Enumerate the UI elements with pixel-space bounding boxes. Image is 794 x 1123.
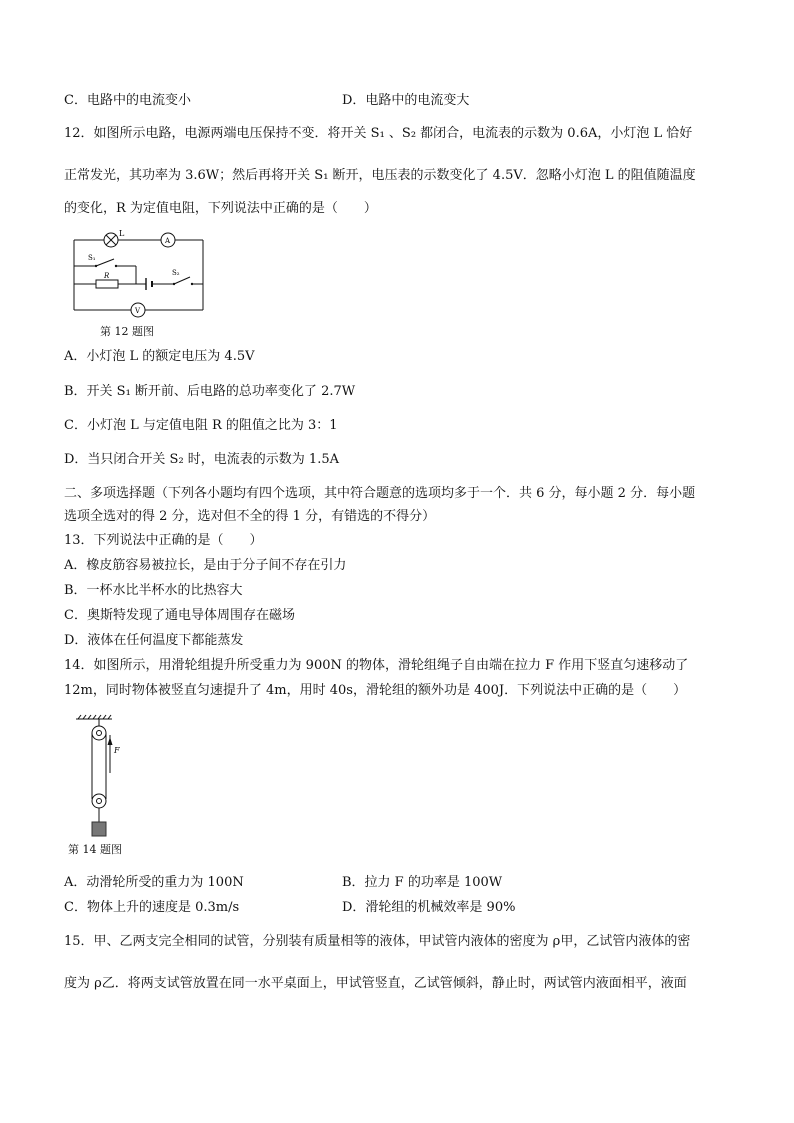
weight-block bbox=[92, 822, 106, 836]
q12-option-c: C．小灯泡 L 与定值电阻 R 的阻值之比为 3：1 bbox=[64, 418, 338, 433]
resistor-label: R bbox=[104, 272, 110, 280]
q14-stem-line1: 14．如图所示，用滑轮组提升所受重力为 900N 的物体，滑轮组绳子自由端在拉力 F 作用下竖直匀速移动了 bbox=[64, 658, 689, 673]
resistor-symbol bbox=[96, 280, 118, 288]
section2-header-line2: 选项全选对的得 2 分，选对但不全的得 1 分，有错选的不得分） bbox=[64, 509, 436, 524]
q11-option-d: D．电路中的电流变大 bbox=[342, 93, 470, 108]
ammeter-label: A bbox=[165, 237, 171, 245]
voltmeter-label: V bbox=[135, 307, 141, 315]
q14-figure-caption: 第 14 题图 bbox=[68, 843, 122, 856]
q12-stem-line3: 的变化，R 为定值电阻，下列说法中正确的是（ ） bbox=[64, 201, 377, 216]
switch1-label: S₁ bbox=[88, 254, 96, 262]
q14-pulley-diagram bbox=[72, 713, 132, 839]
q14-stem-line2: 12m，同时物体被竖直匀速提升了 4m，用时 40s，滑轮组的额外功是 400J．下列说法中正确的是（ ） bbox=[64, 683, 687, 698]
lamp-label: L bbox=[119, 229, 125, 238]
force-label: F bbox=[114, 746, 120, 755]
q13-option-b: B．一杯水比半杯水的比热容大 bbox=[64, 583, 243, 598]
q14-option-a: A．动滑轮所受的重力为 100N bbox=[64, 875, 244, 890]
q12-option-d: D．当只闭合开关 S₂ 时，电流表的示数为 1.5A bbox=[64, 452, 339, 467]
q14-option-d: D．滑轮组的机械效率是 90% bbox=[342, 900, 516, 915]
q15-stem-line2: 度为 ρ乙．将两支试管放置在同一水平桌面上，甲试管竖直，乙试管倾斜，静止时，两试管内液面相平，液面 bbox=[64, 976, 687, 991]
q14-option-b: B．拉力 F 的功率是 100W bbox=[342, 875, 503, 890]
q12-option-a: A．小灯泡 L 的额定电压为 4.5V bbox=[64, 349, 255, 364]
q12-figure-caption: 第 12 题图 bbox=[100, 325, 154, 338]
q15-stem-line1: 15．甲、乙两支完全相同的试管，分别装有质量相等的液体，甲试管内液体的密度为 ρ甲，乙试管内液体的密 bbox=[64, 934, 691, 949]
q13-option-c: C．奥斯特发现了通电导体周围存在磁场 bbox=[64, 608, 295, 623]
q14-option-c: C．物体上升的速度是 0.3m/s bbox=[64, 900, 240, 915]
q13-option-a: A．橡皮筋容易被拉长，是由于分子间不存在引力 bbox=[64, 558, 347, 573]
q11-option-c: C．电路中的电流变小 bbox=[64, 93, 191, 108]
section2-header-line1: 二、多项选择题（下列各小题均有四个选项，其中符合题意的选项均多于一个．共 6 分，每小题 2 分．每小题 bbox=[64, 486, 696, 501]
q12-stem-line1: 12．如图所示电路，电源两端电压保持不变．将开关 S₁ 、S₂ 都闭合，电流表的示数为 0.6A，小灯泡 L 恰好 bbox=[64, 126, 693, 141]
q13-option-d: D．液体在任何温度下都能蒸发 bbox=[64, 633, 244, 648]
q12-stem-line2: 正常发光，其功率为 3.6W；然后再将开关 S₁ 断开，电压表的示数变化了 4.5V．忽略小灯泡 L 的阻值随温度 bbox=[64, 168, 696, 183]
q12-circuit-diagram bbox=[66, 228, 216, 320]
switch2-label: S₂ bbox=[172, 269, 180, 277]
q12-option-b: B．开关 S₁ 断开前、后电路的总功率变化了 2.7W bbox=[64, 384, 356, 399]
q13-stem: 13．下列说法中正确的是（ ） bbox=[64, 533, 263, 548]
